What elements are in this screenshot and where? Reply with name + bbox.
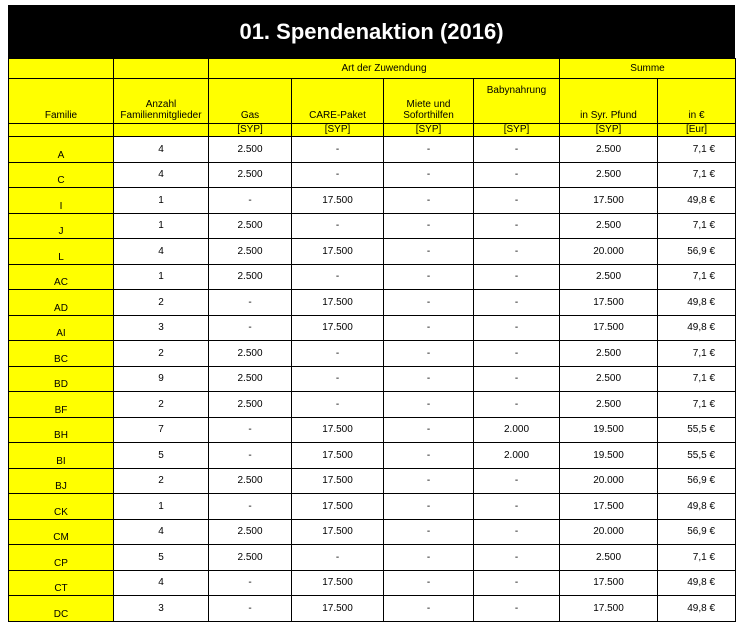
cell-care: 17.500	[292, 519, 384, 545]
cell-baby: -	[474, 341, 560, 367]
cell-care: 17.500	[292, 468, 384, 494]
cell-miete: -	[384, 545, 474, 571]
table-row	[9, 570, 736, 596]
cell-total-eur: 56,9 €	[658, 239, 736, 265]
cell-total-syp: 17.500	[560, 315, 658, 341]
cell-miete: -	[384, 188, 474, 214]
cell-gas: 2.500	[209, 545, 292, 571]
cell-care: -	[292, 162, 384, 188]
cell-baby: -	[474, 239, 560, 265]
cell-total-eur: 7,1 €	[658, 341, 736, 367]
cell-miete: -	[384, 494, 474, 520]
table-row	[9, 264, 736, 290]
cell-gas: 2.500	[209, 519, 292, 545]
header-syp-total: in Syr. Pfund	[560, 79, 658, 124]
cell-gas: -	[209, 315, 292, 341]
cell-baby: -	[474, 137, 560, 163]
cell-anzahl: 3	[114, 315, 209, 341]
cell-total-syp: 19.500	[560, 443, 658, 469]
header-care: CARE-Paket	[292, 79, 384, 124]
cell-miete: -	[384, 417, 474, 443]
cell-baby: -	[474, 519, 560, 545]
cell-total-syp: 2.500	[560, 366, 658, 392]
unit-care: [SYP]	[292, 124, 384, 137]
cell-anzahl: 5	[114, 545, 209, 571]
cell-baby: -	[474, 213, 560, 239]
cell-gas: 2.500	[209, 366, 292, 392]
cell-familie: BF	[9, 392, 114, 418]
cell-care: 17.500	[292, 596, 384, 622]
cell-total-syp: 2.500	[560, 162, 658, 188]
table-row	[9, 596, 736, 622]
cell-familie: BI	[9, 443, 114, 469]
unit-eur-total: [Eur]	[658, 124, 736, 137]
cell-care: -	[292, 264, 384, 290]
cell-miete: -	[384, 366, 474, 392]
cell-familie: C	[9, 162, 114, 188]
cell-care: -	[292, 213, 384, 239]
cell-anzahl: 4	[114, 162, 209, 188]
cell-baby: -	[474, 290, 560, 316]
cell-familie: AI	[9, 315, 114, 341]
cell-total-eur: 7,1 €	[658, 264, 736, 290]
cell-care: -	[292, 137, 384, 163]
table-row	[9, 290, 736, 316]
cell-total-syp: 2.500	[560, 341, 658, 367]
cell-miete: -	[384, 213, 474, 239]
cell-gas: -	[209, 443, 292, 469]
cell-gas: -	[209, 494, 292, 520]
cell-total-eur: 55,5 €	[658, 417, 736, 443]
table-row	[9, 443, 736, 469]
cell-gas: -	[209, 290, 292, 316]
cell-anzahl: 5	[114, 443, 209, 469]
donation-table	[8, 58, 736, 622]
cell-gas: 2.500	[209, 264, 292, 290]
cell-anzahl: 4	[114, 570, 209, 596]
cell-care: 17.500	[292, 417, 384, 443]
cell-baby: -	[474, 570, 560, 596]
header-cell-empty	[114, 59, 209, 79]
cell-baby: -	[474, 494, 560, 520]
cell-gas: 2.500	[209, 213, 292, 239]
cell-anzahl: 1	[114, 264, 209, 290]
cell-total-syp: 2.500	[560, 213, 658, 239]
cell-total-syp: 17.500	[560, 570, 658, 596]
cell-total-syp: 2.500	[560, 264, 658, 290]
cell-familie: BC	[9, 341, 114, 367]
cell-gas: 2.500	[209, 162, 292, 188]
cell-care: 17.500	[292, 290, 384, 316]
cell-total-syp: 2.500	[560, 545, 658, 571]
cell-gas: -	[209, 188, 292, 214]
cell-baby: -	[474, 392, 560, 418]
cell-miete: -	[384, 341, 474, 367]
cell-familie: AD	[9, 290, 114, 316]
cell-total-eur: 7,1 €	[658, 545, 736, 571]
cell-miete: -	[384, 137, 474, 163]
cell-miete: -	[384, 596, 474, 622]
cell-care: -	[292, 341, 384, 367]
cell-anzahl: 2	[114, 468, 209, 494]
cell-miete: -	[384, 162, 474, 188]
sheet-title: 01. Spendenaktion (2016)	[8, 5, 735, 58]
cell-anzahl: 1	[114, 494, 209, 520]
cell-total-syp: 17.500	[560, 188, 658, 214]
cell-baby: 2.000	[474, 443, 560, 469]
cell-baby: -	[474, 366, 560, 392]
cell-total-eur: 7,1 €	[658, 213, 736, 239]
table-row	[9, 213, 736, 239]
cell-gas: -	[209, 570, 292, 596]
cell-care: 17.500	[292, 239, 384, 265]
unit-miete: [SYP]	[384, 124, 474, 137]
cell-familie: DC	[9, 596, 114, 622]
table-row	[9, 341, 736, 367]
cell-familie: CP	[9, 545, 114, 571]
cell-total-eur: 7,1 €	[658, 392, 736, 418]
header-miete: Miete und Soforthilfen	[384, 79, 474, 124]
cell-total-eur: 49,8 €	[658, 570, 736, 596]
cell-familie: CM	[9, 519, 114, 545]
cell-care: 17.500	[292, 570, 384, 596]
cell-care: 17.500	[292, 188, 384, 214]
cell-miete: -	[384, 443, 474, 469]
header-familie: Familie	[9, 79, 114, 124]
cell-total-eur: 49,8 €	[658, 596, 736, 622]
cell-gas: -	[209, 596, 292, 622]
cell-total-eur: 56,9 €	[658, 519, 736, 545]
cell-total-eur: 7,1 €	[658, 162, 736, 188]
cell-gas: 2.500	[209, 137, 292, 163]
cell-familie: AC	[9, 264, 114, 290]
cell-familie: L	[9, 239, 114, 265]
table-row	[9, 468, 736, 494]
cell-total-eur: 56,9 €	[658, 468, 736, 494]
cell-familie: I	[9, 188, 114, 214]
cell-baby: -	[474, 545, 560, 571]
cell-baby: -	[474, 188, 560, 214]
cell-baby: -	[474, 596, 560, 622]
unit-cell-empty	[9, 124, 114, 137]
cell-familie: BH	[9, 417, 114, 443]
header-group-summe: Summe	[560, 59, 736, 79]
cell-familie: CK	[9, 494, 114, 520]
cell-baby: 2.000	[474, 417, 560, 443]
cell-care: 17.500	[292, 315, 384, 341]
cell-total-syp: 17.500	[560, 494, 658, 520]
unit-cell-empty	[114, 124, 209, 137]
cell-miete: -	[384, 264, 474, 290]
cell-gas: 2.500	[209, 392, 292, 418]
header-row-groups	[9, 59, 736, 79]
table-row	[9, 545, 736, 571]
header-row-labels	[9, 79, 736, 124]
cell-anzahl: 4	[114, 519, 209, 545]
cell-total-eur: 49,8 €	[658, 188, 736, 214]
unit-gas: [SYP]	[209, 124, 292, 137]
table-row	[9, 315, 736, 341]
table-row	[9, 188, 736, 214]
table-row	[9, 162, 736, 188]
cell-total-eur: 49,8 €	[658, 290, 736, 316]
header-cell-empty	[9, 59, 114, 79]
cell-total-eur: 55,5 €	[658, 443, 736, 469]
cell-care: 17.500	[292, 494, 384, 520]
cell-familie: BJ	[9, 468, 114, 494]
cell-familie: BD	[9, 366, 114, 392]
cell-miete: -	[384, 315, 474, 341]
cell-care: -	[292, 545, 384, 571]
cell-total-syp: 19.500	[560, 417, 658, 443]
cell-total-syp: 17.500	[560, 596, 658, 622]
header-group-art: Art der Zuwendung	[209, 59, 560, 79]
header-baby: Babynahrung	[474, 79, 560, 124]
cell-anzahl: 1	[114, 213, 209, 239]
table-row	[9, 417, 736, 443]
table-row	[9, 239, 736, 265]
cell-miete: -	[384, 239, 474, 265]
cell-anzahl: 3	[114, 596, 209, 622]
cell-baby: -	[474, 264, 560, 290]
header-anzahl: Anzahl Familienmitglieder	[114, 79, 209, 124]
cell-baby: -	[474, 162, 560, 188]
spreadsheet	[8, 5, 735, 622]
cell-gas: 2.500	[209, 239, 292, 265]
cell-total-syp: 2.500	[560, 137, 658, 163]
cell-anzahl: 9	[114, 366, 209, 392]
cell-anzahl: 2	[114, 392, 209, 418]
cell-miete: -	[384, 570, 474, 596]
cell-total-syp: 17.500	[560, 290, 658, 316]
cell-miete: -	[384, 519, 474, 545]
cell-miete: -	[384, 392, 474, 418]
cell-total-syp: 20.000	[560, 468, 658, 494]
cell-familie: J	[9, 213, 114, 239]
unit-baby: [SYP]	[474, 124, 560, 137]
cell-total-syp: 20.000	[560, 519, 658, 545]
cell-anzahl: 7	[114, 417, 209, 443]
cell-care: -	[292, 366, 384, 392]
cell-baby: -	[474, 468, 560, 494]
header-gas: Gas	[209, 79, 292, 124]
cell-total-eur: 49,8 €	[658, 494, 736, 520]
cell-gas: -	[209, 417, 292, 443]
cell-anzahl: 1	[114, 188, 209, 214]
cell-miete: -	[384, 290, 474, 316]
table-row	[9, 519, 736, 545]
cell-care: -	[292, 392, 384, 418]
cell-familie: CT	[9, 570, 114, 596]
cell-anzahl: 4	[114, 239, 209, 265]
cell-miete: -	[384, 468, 474, 494]
table-row	[9, 366, 736, 392]
cell-gas: 2.500	[209, 341, 292, 367]
cell-anzahl: 4	[114, 137, 209, 163]
table-row	[9, 137, 736, 163]
cell-anzahl: 2	[114, 290, 209, 316]
table-row	[9, 392, 736, 418]
cell-anzahl: 2	[114, 341, 209, 367]
cell-total-eur: 7,1 €	[658, 366, 736, 392]
header-row-units	[9, 124, 736, 137]
unit-syp-total: [SYP]	[560, 124, 658, 137]
table-row	[9, 494, 736, 520]
header-eur-total: in €	[658, 79, 736, 124]
cell-total-eur: 7,1 €	[658, 137, 736, 163]
cell-total-syp: 20.000	[560, 239, 658, 265]
cell-familie: A	[9, 137, 114, 163]
cell-gas: 2.500	[209, 468, 292, 494]
cell-care: 17.500	[292, 443, 384, 469]
cell-baby: -	[474, 315, 560, 341]
cell-total-eur: 49,8 €	[658, 315, 736, 341]
cell-total-syp: 2.500	[560, 392, 658, 418]
